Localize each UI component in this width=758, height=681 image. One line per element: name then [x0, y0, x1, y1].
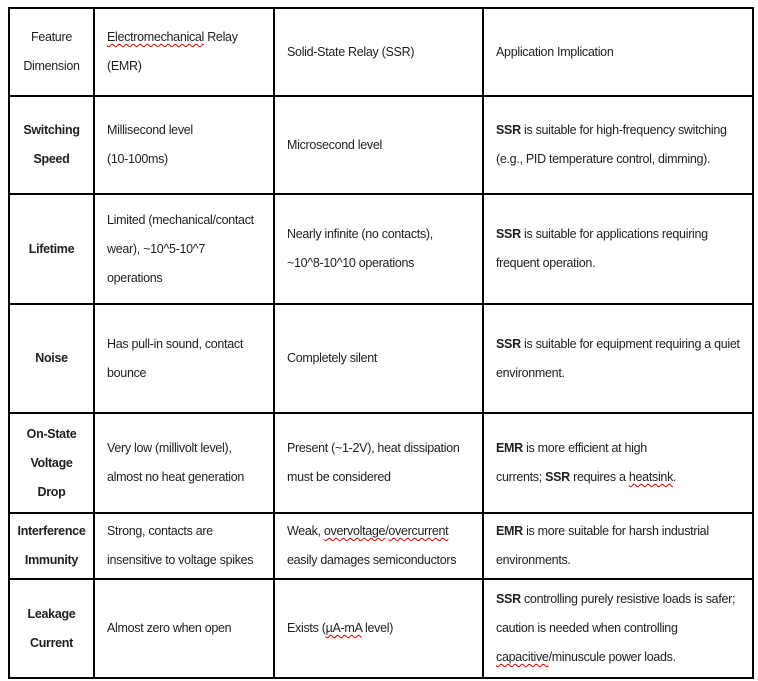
text-segment: is more suitable for harsh industrial	[522, 524, 709, 538]
misspelled-text: overcurrent	[388, 524, 449, 538]
header-cell-emr	[94, 8, 274, 96]
cell-implication	[483, 513, 753, 579]
text-line	[14, 116, 89, 145]
text-segment: SSR	[496, 336, 521, 351]
text-line	[287, 614, 478, 643]
text-segment: Speed	[33, 152, 70, 166]
cell-feature	[9, 304, 94, 413]
text-segment: Drop	[37, 484, 66, 499]
cell-emr	[94, 304, 274, 413]
cell-implication	[483, 96, 753, 194]
text-segment: currents;	[496, 470, 546, 484]
text-segment: Voltage	[30, 455, 73, 470]
table-row-leakage-current	[9, 579, 753, 678]
text-segment: SSR	[496, 123, 521, 137]
text-line	[496, 145, 748, 174]
text-line	[107, 235, 269, 264]
text-segment: is more efficient at high	[522, 441, 647, 455]
text-segment: Nearly infinite (no contacts),	[287, 227, 433, 241]
text-line	[14, 52, 89, 81]
text-line	[14, 629, 89, 658]
cell-emr	[94, 513, 274, 579]
text-segment: insensitive to voltage spikes	[107, 553, 254, 567]
text-line	[496, 643, 748, 672]
cell-emr	[94, 194, 274, 304]
text-segment: requires a	[569, 470, 629, 484]
cell-ssr	[274, 579, 483, 678]
cell-emr	[94, 579, 274, 678]
text-line	[14, 600, 89, 629]
text-line	[107, 434, 269, 463]
cell-implication	[483, 413, 753, 513]
cell-feature	[9, 413, 94, 513]
text-line	[107, 517, 269, 546]
table-row-lifetime	[9, 194, 753, 304]
cell-feature	[9, 96, 94, 194]
text-segment: On-State	[26, 426, 77, 441]
text-segment: .	[673, 470, 677, 484]
text-segment: EMR	[496, 441, 523, 455]
text-line	[287, 38, 478, 67]
text-line	[14, 517, 89, 546]
text-line	[107, 264, 269, 293]
text-segment: easily damages semiconductors	[287, 553, 457, 567]
text-line	[287, 434, 478, 463]
text-segment: Completely silent	[287, 351, 378, 365]
text-line	[496, 517, 748, 546]
text-line	[287, 220, 478, 249]
text-line	[14, 449, 89, 478]
text-line	[107, 23, 269, 52]
text-segment: is suitable for equipment requiring a quiet	[520, 336, 740, 351]
text-line	[107, 145, 269, 174]
text-segment: EMR	[496, 524, 523, 538]
text-line	[496, 220, 748, 249]
cell-implication	[483, 579, 753, 678]
text-segment: Immunity	[24, 553, 79, 567]
text-segment: Noise	[35, 351, 68, 365]
text-segment: (EMR)	[107, 59, 142, 73]
text-segment: (e.g., PID temperature control, dimming).	[496, 152, 711, 166]
misspelled-text: capacitive	[496, 650, 549, 664]
text-line	[496, 249, 748, 278]
text-segment: Switching	[23, 123, 80, 137]
text-segment: operations	[107, 270, 163, 285]
text-line	[107, 52, 269, 81]
text-segment: frequent operation.	[496, 256, 596, 270]
text-line	[496, 463, 748, 492]
text-line	[496, 614, 748, 643]
text-line	[107, 546, 269, 575]
text-line	[287, 344, 478, 373]
text-line	[496, 546, 748, 575]
text-segment: Feature	[31, 30, 72, 44]
text-line	[14, 235, 89, 264]
text-line	[14, 344, 89, 373]
misspelled-text: Electromechanical	[107, 30, 205, 44]
text-segment: controlling purely resistive loads is safer;	[520, 592, 736, 606]
text-segment: Present (~1-2V), heat dissipation	[287, 441, 460, 455]
text-line	[287, 249, 478, 278]
text-segment: SSR	[496, 592, 521, 606]
text-line	[496, 38, 748, 67]
text-segment: Has pull-in sound, contact	[107, 336, 244, 351]
text-segment: Current	[29, 635, 74, 650]
text-segment: /	[385, 524, 389, 538]
table-row-on-state-voltage-drop	[9, 413, 753, 513]
text-segment: Application Implication	[496, 44, 614, 59]
text-line	[14, 23, 89, 52]
text-line	[496, 359, 748, 388]
cell-ssr	[274, 413, 483, 513]
cell-feature	[9, 579, 94, 678]
cell-emr	[94, 96, 274, 194]
text-segment: is suitable for high-frequency switching	[520, 123, 727, 137]
table-row-switching-speed	[9, 96, 753, 194]
text-segment: Relay	[204, 30, 238, 44]
text-segment: Microsecond level	[287, 137, 382, 152]
header-cell-feature	[9, 8, 94, 96]
relay-comparison-table	[8, 7, 754, 679]
text-line	[287, 131, 478, 160]
text-segment: SSR	[496, 227, 521, 241]
misspelled-text: heatsink	[628, 470, 674, 484]
text-line	[14, 420, 89, 449]
text-segment: (10-100ms)	[107, 152, 168, 166]
text-segment: Millisecond level	[107, 123, 193, 137]
text-segment: level)	[361, 621, 394, 635]
text-segment: Strong, contacts are	[107, 524, 213, 538]
table-row-noise	[9, 304, 753, 413]
text-line	[107, 463, 269, 492]
text-line	[287, 463, 478, 492]
text-segment: Solid-State Relay (SSR)	[287, 44, 415, 59]
text-line	[107, 206, 269, 235]
text-segment: Almost zero when open	[107, 621, 232, 635]
cell-ssr	[274, 304, 483, 413]
cell-ssr	[274, 96, 483, 194]
text-segment: must be considered	[287, 470, 391, 484]
text-segment: environment.	[496, 365, 565, 380]
text-segment: Lifetime	[28, 241, 75, 256]
misspelled-text: µA-mA	[325, 621, 362, 635]
text-line	[287, 546, 478, 575]
text-line	[496, 585, 748, 614]
text-segment: Limited (mechanical/contact	[107, 212, 254, 227]
cell-ssr	[274, 513, 483, 579]
cell-implication	[483, 194, 753, 304]
text-segment: Exists (	[287, 621, 326, 635]
text-line	[14, 145, 89, 174]
header-cell-implication	[483, 8, 753, 96]
text-line	[496, 116, 748, 145]
text-segment: bounce	[107, 365, 147, 380]
text-line	[14, 478, 89, 507]
misspelled-text: overvoltage	[323, 524, 386, 538]
cell-emr	[94, 413, 274, 513]
text-segment: /minuscule power loads.	[548, 650, 676, 664]
text-segment: caution is needed when controlling	[496, 621, 678, 635]
header-cell-ssr	[274, 8, 483, 96]
cell-implication	[483, 304, 753, 413]
text-segment: wear), ~10^5-10^7	[107, 241, 206, 256]
cell-feature	[9, 513, 94, 579]
text-segment: Interference	[17, 524, 86, 538]
cell-feature	[9, 194, 94, 304]
text-segment: Very low (millivolt level),	[107, 441, 232, 455]
header-row	[9, 8, 753, 96]
text-segment: environments.	[496, 553, 571, 567]
text-segment: Leakage	[27, 606, 76, 621]
text-line	[107, 330, 269, 359]
text-line	[496, 330, 748, 359]
text-segment: almost no heat generation	[107, 470, 245, 484]
text-line	[107, 614, 269, 643]
text-line	[287, 517, 478, 546]
text-line	[107, 359, 269, 388]
text-segment: is suitable for applications requiring	[520, 227, 708, 241]
text-segment: SSR	[545, 470, 570, 484]
text-line	[107, 116, 269, 145]
cell-ssr	[274, 194, 483, 304]
text-line	[14, 546, 89, 575]
text-line	[496, 434, 748, 463]
text-segment: Dimension	[23, 59, 80, 73]
text-segment: ~10^8-10^10 operations	[287, 256, 415, 270]
text-segment: Weak,	[287, 524, 324, 538]
table-row-interference-immunity	[9, 513, 753, 579]
